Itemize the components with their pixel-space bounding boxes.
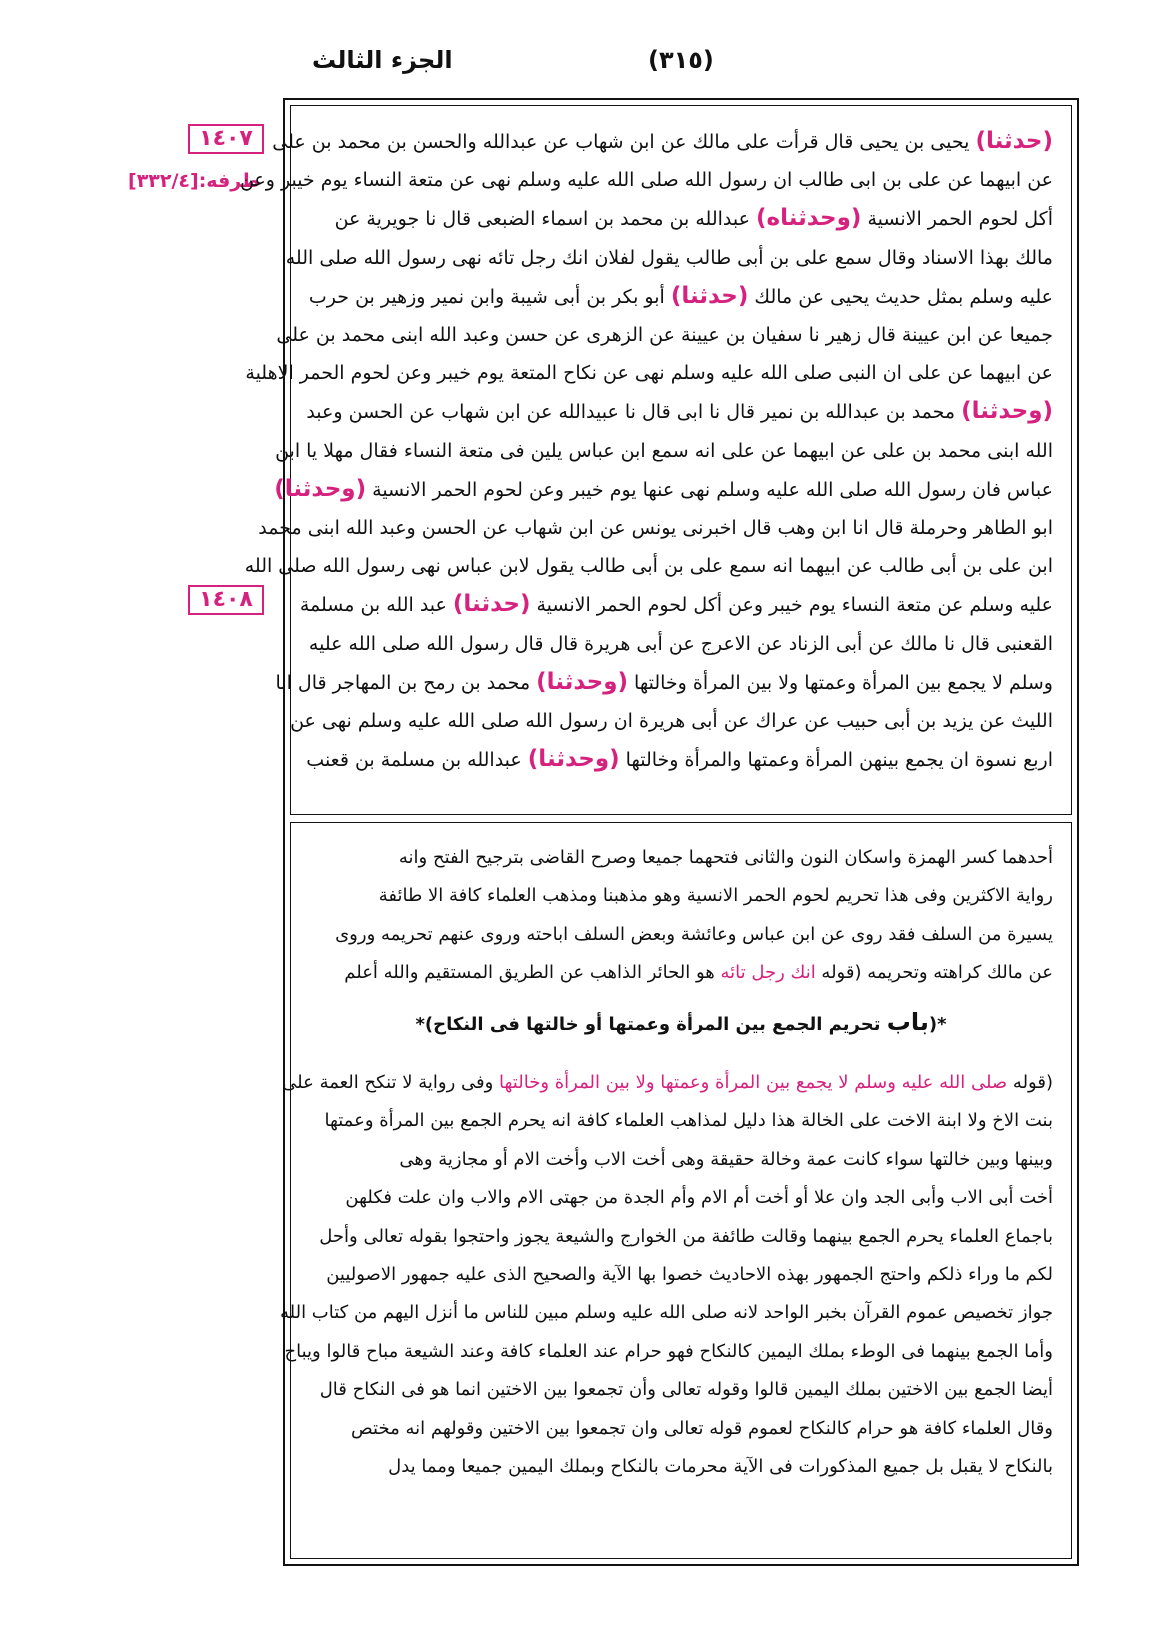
text-segment: عن ابيهما عن على بن ابى طالب ان رسول الله صلى الله عليه وسلم نهى عن متعة النساء يوم خيبر وعن	[239, 169, 1053, 192]
commentary-line	[279, 1294, 1053, 1332]
hadith-line	[309, 199, 1053, 238]
text-segment: يحيى بن يحيى قال قرأت على مالك عن ابن شهاب عن عبدالله والحسن بن محمد بن على	[272, 131, 976, 153]
hadith-number-1408: ١٤٠٨	[188, 585, 264, 615]
hadith-line	[239, 161, 1053, 199]
commentary-line	[282, 1064, 1053, 1102]
page-frame	[239, 98, 1079, 1566]
text-segment: القعنبى قال نا مالك عن أبى الزناد عن الاعرج عن أبى هريرة قال قال رسول الله صلى الله عليه	[308, 632, 1053, 655]
text-segment: جميعا عن ابن عيينة قال زهير نا سفيان بن عيينة عن الزهرى عن حسن وعبد الله ابنى محمد بن على	[276, 324, 1053, 347]
quoted-matn: صلى الله عليه وسلم لا يجمع بين المرأة وعمتها ولا بين المرأة وخالتها	[499, 1072, 1008, 1094]
quoted-matn: انك رجل تائه	[720, 962, 816, 984]
commentary-line	[309, 1410, 1053, 1448]
text-segment: يسيرة من السلف فقد روى عن ابن عباس وعائشة وبعض السلف اباحته وروى عنهم تحريمه وروى	[335, 923, 1053, 945]
text-segment: وبينها وبين خالتها سواء كانت عمة وخالة حقيقة وهى أخت الاب وأخت الام أو مجازية وهى	[399, 1148, 1053, 1170]
hadith-line	[306, 392, 1053, 431]
commentary-line	[309, 1179, 1053, 1217]
text-segment: أكل لحوم الحمر الانسية	[861, 208, 1053, 231]
chapter-title: *(باب تحريم الجمع بين المرأة وعمتها أو خالتها فى النكاح)*	[415, 1007, 947, 1036]
page-number: (٣١٥)	[648, 46, 714, 74]
text-segment: أيضا الجمع بين الاختين بملك اليمين قالوا وقوله تعالى وأن تجمعوا بين الاختين انما هو فى النكاح قال	[319, 1379, 1053, 1401]
text-segment: عبد الله بن مسلمة	[299, 594, 453, 617]
hadith-line	[285, 239, 1053, 277]
hadith-line	[275, 663, 1053, 702]
text-segment: اربع نسوة ان يجمع بينهن المرأة وعمتها والمرأة وخالتها	[619, 749, 1053, 772]
text-segment: الليث عن يزيد بن أبى حبيب عن عراك عن أبى هريرة ان رسول الله صلى الله عليه وسلم نهى عن	[290, 710, 1053, 733]
text-segment: لكم ما وراء ذلكم واحتج الجمهور بهذه الاحاديث خصوا بها الآية والصحيح الذى عليه جمهور الاصوليين	[326, 1264, 1053, 1286]
hadith-line	[276, 316, 1053, 354]
hadith-line	[275, 432, 1053, 470]
hadith-line	[306, 740, 1053, 779]
text-segment: وأما الجمع بينهما فى الوطء بملك اليمين كالنكاح فهو حرام عند العلماء كافة وعند الشيعة مباح قالوا ويباح	[284, 1340, 1053, 1362]
isnad-keyword: (وحدثنا)	[274, 475, 367, 502]
hadith-line	[274, 470, 1053, 509]
text-segment: أخت أبى الاب وأبى الجد وان علا أو أخت أم الام وأم الجدة من جهتى الام والاب وان علت فكلهن	[345, 1187, 1053, 1209]
text-segment: وفى رواية لا تنكح العمة على	[282, 1072, 500, 1094]
cross-reference: طرفه:[٣٣٢/٤]	[128, 170, 260, 192]
hadith-line	[309, 625, 1053, 663]
commentary-text	[279, 839, 1053, 1487]
isnad-keyword: (وحدثنا)	[961, 398, 1053, 425]
hadith-text	[239, 122, 1053, 779]
text-segment: مالك بهذا الاسناد وقال سمع على بن أبى طالب يقول لفلان انك رجل تائه نهى رسول الله صلى الله	[285, 246, 1053, 269]
text-segment: وقال العلماء كافة هو حرام كالنكاح لعموم قوله تعالى وان تجمعوا بين الاختين وقولهم انه مختص	[351, 1417, 1053, 1439]
hadith-line	[258, 509, 1053, 547]
text-segment: أبو بكر بن أبى شيبة وابن نمير وزهير بن حرب	[308, 285, 671, 308]
text-segment: ابن على بن أبى طالب عن ابيهما انه سمع على بن أبى طالب يقول لابن عباس نهى رسول الله صلى الله	[244, 555, 1053, 578]
commentary-line	[309, 1141, 1053, 1179]
isnad-keyword: (وحدثناه)	[756, 205, 862, 232]
hadith-line	[309, 277, 1053, 316]
text-segment: بالنكاح لا يقبل بل جميع المذكورات فى الآية محرمات بالنكاح وبملك اليمين جميعا ومما يدل	[388, 1456, 1053, 1478]
commentary-line	[309, 1448, 1053, 1486]
text-segment: عباس فان رسول الله صلى الله عليه وسلم نهى عنها يوم خيبر وعن لحوم الحمر الانسية	[366, 478, 1053, 501]
commentary-line	[309, 1256, 1053, 1294]
commentary-part-1	[309, 839, 1053, 993]
isnad-keyword: (وحدثنا)	[536, 668, 628, 695]
text-segment: عليه وسلم عن متعة النساء يوم خيبر وعن أكل لحوم الحمر الانسية	[530, 594, 1053, 617]
text-segment: عبدالله بن محمد بن اسماء الضبعى قال نا جويرية عن	[334, 208, 756, 231]
text-segment: (قوله	[1007, 1072, 1053, 1094]
commentary-part-2	[279, 1064, 1053, 1486]
running-header-part: الجزء الثالث	[312, 46, 453, 74]
text-segment: وسلم لا يجمع بين المرأة وعمتها ولا بين المرأة وخالتها	[628, 671, 1053, 694]
text-segment: محمد بن عبدالله بن نمير قال نا ابى قال نا عبيدالله عن ابن شهاب عن الحسن وعبد	[306, 401, 962, 424]
text-segment: عن مالك كراهته وتحريمه (قوله	[815, 962, 1053, 984]
commentary-line	[309, 954, 1053, 992]
hadith-line	[299, 585, 1053, 624]
hadith-line	[245, 354, 1053, 392]
commentary-line	[309, 877, 1053, 915]
text-segment: عليه وسلم بمثل حديث يحيى عن مالك	[748, 285, 1053, 308]
text-segment: محمد بن رمح بن المهاجر قال انا	[275, 671, 537, 694]
isnad-keyword: (حدثنا)	[975, 128, 1053, 154]
commentary-line	[309, 839, 1053, 877]
text-segment: أحدهما كسر الهمزة واسكان النون والثانى فتحهما جميعا وصرح القاضى بترجيح الفتح وانه	[398, 847, 1053, 868]
commentary-line	[309, 916, 1053, 954]
hadith-line	[272, 122, 1053, 161]
chapter-word: باب	[886, 1007, 929, 1036]
commentary-line	[309, 1371, 1053, 1409]
isnad-keyword: (حدثنا)	[452, 591, 531, 618]
hadith-line	[244, 547, 1053, 585]
commentary-box	[279, 822, 1072, 1559]
text-segment: الله ابنى محمد بن على عن ابيهما عن على انه سمع ابن عباس يلين فى متعة النساء فقال مهلا يا ابن	[275, 439, 1053, 462]
text-segment: جواز تخصيص عموم القرآن بخبر الواحد لانه صلى الله عليه وسلم مبين للناس ما أنزل اليهم من كتاب الله	[279, 1302, 1053, 1324]
text-segment: رواية الاكثرين وفى هذا تحريم لحوم الحمر الانسية وهو مذهبنا ومذهب العلماء كافة الا طائفة	[378, 885, 1053, 907]
hadith-line	[290, 702, 1053, 740]
commentary-line	[309, 1102, 1053, 1140]
hadith-box	[239, 105, 1072, 815]
text-segment: عن ابيهما عن على ان النبى صلى الله عليه وسلم نهى عن نكاح المتعة يوم خيبر وعن لحوم الحمر الاهلية	[245, 362, 1053, 385]
text-segment: ابو الطاهر وحرملة قال انا ابن وهب قال اخبرنى يونس عن ابن شهاب عن الحسن وعبد الله ابنى محمد	[258, 517, 1053, 540]
hadith-number-1407: ١٤٠٧	[188, 124, 264, 154]
text-segment: عبدالله بن مسلمة بن قعنب	[306, 749, 528, 772]
isnad-keyword: (حدثنا)	[670, 282, 749, 309]
text-segment: هو الحائر الذاهب عن الطريق المستقيم والله أعلم	[344, 962, 721, 984]
text-segment: بنت الاخ ولا ابنة الاخت على الخالة هذا دليل لمذاهب العلماء كافة انه يحرم الجمع بين المرأة وعمتها	[324, 1110, 1053, 1132]
commentary-line	[309, 1218, 1053, 1256]
chapter-title-text: تحريم الجمع بين المرأة وعمتها أو خالتها فى النكاح	[433, 1013, 881, 1035]
isnad-keyword: (وحدثنا)	[527, 746, 620, 773]
text-segment: باجماع العلماء يحرم الجمع بينهما وقالت طائفة من الخوارج والشيعة يجوز واحتجوا بقوله تعالى وأحل	[319, 1225, 1053, 1247]
commentary-line	[284, 1333, 1053, 1371]
